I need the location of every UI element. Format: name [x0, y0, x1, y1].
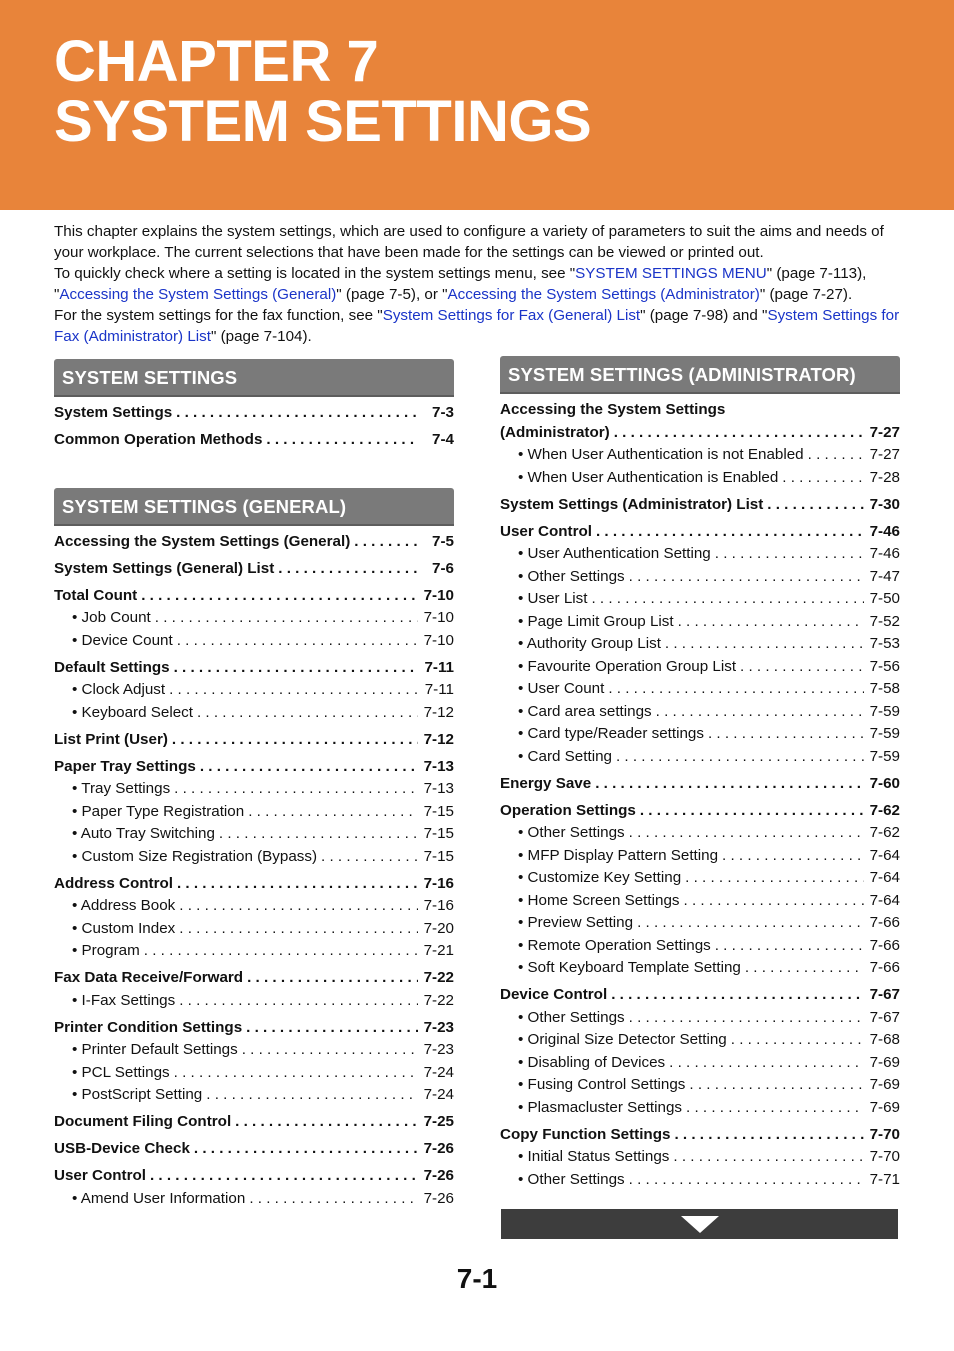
leader-dots — [155, 607, 418, 630]
leader-dots — [354, 531, 418, 554]
toc-entry-page: 7-53 — [869, 635, 900, 652]
toc-entry-title: Copy Function Settings — [500, 1125, 671, 1143]
toc-entries — [54, 402, 454, 452]
toc-entry[interactable] — [54, 778, 454, 801]
toc-entry-title: • Disabling of Devices — [518, 1053, 666, 1071]
leader-dots — [179, 918, 418, 941]
leader-dots — [629, 822, 864, 845]
leader-dots — [740, 656, 864, 679]
leader-dots — [591, 588, 864, 611]
toc-entry[interactable] — [54, 558, 454, 581]
toc-entry[interactable] — [54, 679, 454, 702]
leader-dots — [278, 558, 418, 581]
leader-dots — [247, 967, 418, 990]
toc-entry[interactable] — [500, 678, 900, 701]
toc-entry-page: 7-59 — [869, 747, 900, 765]
leader-dots — [722, 845, 864, 868]
leader-dots — [640, 800, 864, 823]
leader-dots — [596, 521, 864, 544]
toc-section-administrator — [500, 356, 900, 1191]
toc-entry-page: 7-30 — [869, 495, 900, 513]
leader-dots — [616, 746, 864, 769]
link-accessing-general[interactable]: Accessing the System Settings (General) — [59, 286, 337, 303]
toc-entry[interactable] — [500, 845, 900, 868]
toc-entry[interactable] — [54, 429, 454, 452]
toc-entry-page: 7-70 — [869, 1125, 900, 1143]
link-fax-administrator-list[interactable]: System Settings for Fax (Administrator) List — [54, 307, 900, 345]
leader-dots — [176, 402, 418, 425]
toc-entry-page: 7-69 — [869, 1076, 900, 1093]
toc-entry-title: • PostScript Setting — [72, 1086, 203, 1103]
toc-entry-page: 7-66 — [869, 959, 900, 976]
toc-entry-title: • Favourite Operation Group List — [518, 657, 737, 675]
intro-paragraph-2 — [54, 263, 904, 305]
leader-dots — [708, 723, 864, 746]
section-header: SYSTEM SETTINGS (GENERAL) — [54, 488, 454, 526]
toc-entry-page: 7-25 — [423, 1113, 454, 1130]
toc-entry-title: • Custom Size Registration (Bypass) — [72, 847, 318, 865]
toc-entry-page: 7-52 — [869, 612, 900, 630]
toc-entry[interactable] — [54, 918, 454, 941]
toc-entry-title: • Device Count — [72, 631, 173, 649]
toc-entry[interactable] — [54, 1062, 454, 1085]
toc-entry[interactable] — [500, 1097, 900, 1120]
leader-dots — [689, 1074, 864, 1097]
toc-entry-title: • Other Settings — [518, 1008, 625, 1026]
toc-entry-page: 7-10 — [423, 609, 454, 626]
toc-entry-page: 7-15 — [423, 847, 454, 865]
toc-right-column — [500, 356, 900, 1211]
toc-entry-page: 7-11 — [424, 681, 454, 698]
toc-entry[interactable] — [500, 746, 900, 769]
leader-dots — [715, 543, 864, 566]
toc-entry-page: 7-20 — [423, 919, 454, 937]
toc-entry[interactable] — [500, 867, 900, 890]
toc-entry-title: System Settings (General) List — [54, 559, 275, 577]
toc-entry-page: 7-46 — [869, 545, 900, 562]
toc-entry-page: 7-13 — [423, 757, 454, 775]
leader-dots — [629, 1169, 864, 1192]
toc-entry-page: 7-26 — [423, 1189, 454, 1207]
toc-entry-title: User Control — [54, 1167, 146, 1184]
toc-entry-title: • Plasmacluster Settings — [518, 1098, 683, 1116]
intro-text-fragment: For the system settings for the fax function, see " — [54, 307, 383, 324]
leader-dots — [249, 1188, 418, 1211]
toc-entry-title: • Page Limit Group List — [518, 612, 674, 630]
toc-entry-title: • User Authentication Setting — [518, 545, 711, 562]
toc-entry-title: • Fusing Control Settings — [518, 1076, 686, 1093]
toc-entry-title: • Remote Operation Settings — [518, 936, 711, 954]
next-page-bar[interactable] — [501, 1209, 898, 1239]
leader-dots — [177, 630, 418, 653]
toc-entry[interactable] — [54, 657, 454, 680]
leader-dots — [595, 773, 864, 796]
leader-dots — [665, 633, 864, 656]
leader-dots — [219, 823, 418, 846]
toc-entry[interactable] — [500, 957, 900, 980]
toc-entry[interactable] — [500, 566, 900, 589]
intro-paragraph-3 — [54, 305, 904, 347]
toc-entry[interactable] — [500, 611, 900, 634]
toc-entry[interactable] — [500, 1052, 900, 1075]
toc-entry-title: • I-Fax Settings — [72, 991, 176, 1009]
toc-entry-page: 7-64 — [869, 869, 900, 886]
leader-dots — [685, 867, 864, 890]
toc-entry-title: • Original Size Detector Setting — [518, 1031, 727, 1048]
toc-entry-page: 7-16 — [423, 874, 454, 892]
toc-entry[interactable] — [500, 800, 900, 823]
toc-entry-page: 7-56 — [869, 657, 900, 675]
toc-entry-title: Accessing the System Settings — [500, 401, 726, 418]
toc-entry-title: • Preview Setting — [518, 914, 634, 931]
toc-entry-page: 7-10 — [423, 631, 454, 649]
toc-entry-title: • Other Settings — [518, 824, 625, 841]
leader-dots — [745, 957, 864, 980]
toc-entry-page: 7-3 — [432, 404, 454, 421]
toc-entry-title: • MFP Display Pattern Setting — [518, 846, 719, 864]
toc-entry-page: 7-47 — [869, 567, 900, 585]
toc-entry[interactable] — [54, 873, 454, 896]
leader-dots — [206, 1084, 418, 1107]
toc-section-system-settings — [54, 359, 454, 452]
leader-dots — [179, 895, 418, 918]
toc-entry[interactable] — [500, 444, 900, 467]
toc-entry[interactable] — [54, 630, 454, 653]
toc-entry-title: • Tray Settings — [72, 780, 171, 797]
toc-entries — [500, 444, 900, 1191]
toc-entry-page: 7-68 — [869, 1031, 900, 1048]
toc-entry[interactable] — [500, 543, 900, 566]
toc-entry-page: 7-71 — [869, 1170, 900, 1188]
toc-entry-page: 7-26 — [423, 1167, 454, 1184]
leader-dots — [248, 801, 418, 824]
toc-entry-page: 7-21 — [423, 942, 454, 959]
leader-dots — [242, 1039, 418, 1062]
toc-entry-page: 7-6 — [432, 559, 454, 577]
toc-entry-page: 7-16 — [423, 897, 454, 914]
toc-entry-page: 7-70 — [869, 1148, 900, 1165]
toc-entry[interactable] — [500, 701, 900, 724]
intro-text-fragment: " (page 7-27). — [759, 286, 853, 303]
toc-entry[interactable] — [54, 846, 454, 869]
toc-entry-title: • Authority Group List — [518, 635, 661, 652]
toc-entry[interactable] — [500, 656, 900, 679]
toc-entry-line — [500, 422, 900, 445]
leader-dots — [808, 444, 864, 467]
toc-entry[interactable] — [54, 1017, 454, 1040]
toc-entry-title: Energy Save — [500, 774, 592, 792]
toc-entry-page: 7-59 — [869, 725, 900, 742]
leader-dots — [674, 1124, 864, 1147]
toc-entry-title: • Auto Tray Switching — [72, 825, 215, 842]
leader-dots — [266, 429, 418, 452]
toc-entry-title: Printer Condition Settings — [54, 1018, 243, 1036]
toc-entry-title: List Print (User) — [54, 730, 168, 748]
intro-text-fragment: " (page 7-98) and " — [640, 307, 768, 324]
chapter-banner — [0, 0, 954, 210]
leader-dots — [197, 702, 418, 725]
toc-entry[interactable] — [54, 1111, 454, 1134]
toc-entry[interactable] — [500, 399, 900, 444]
toc-entry[interactable] — [500, 588, 900, 611]
leader-dots — [246, 1017, 418, 1040]
leader-dots — [177, 873, 418, 896]
toc-entry-page: 7-66 — [869, 914, 900, 931]
toc-entry-title: • Clock Adjust — [72, 681, 166, 698]
toc-entry-title: Common Operation Methods — [54, 431, 263, 448]
toc-section-general — [54, 488, 454, 1211]
toc-entry[interactable] — [500, 521, 900, 544]
toc-entry-page: 7-15 — [423, 802, 454, 820]
intro-text-fragment: To quickly check where a setting is located in the system settings menu, see " — [54, 265, 576, 282]
toc-entry-title: • When User Authentication is not Enabled — [518, 446, 804, 463]
toc-entry[interactable] — [500, 822, 900, 845]
toc-entry[interactable] — [54, 895, 454, 918]
page-number: 7-1 — [456, 1263, 498, 1294]
toc-entry-title: • Amend User Information — [72, 1189, 246, 1207]
leader-dots — [684, 890, 865, 913]
toc-entry[interactable] — [500, 1029, 900, 1052]
leader-dots — [174, 1062, 418, 1085]
link-fax-general-list[interactable]: System Settings for Fax (General) List — [382, 307, 641, 324]
toc-entry-page: 7-62 — [869, 824, 900, 841]
intro-text-fragment: " (page 7-104). — [210, 328, 312, 345]
leader-dots — [194, 1138, 418, 1161]
toc-entry[interactable] — [500, 935, 900, 958]
leader-dots — [686, 1097, 864, 1120]
toc-entry-title: • PCL Settings — [72, 1063, 170, 1081]
leader-dots — [767, 494, 864, 517]
leader-dots — [179, 990, 418, 1013]
toc-entry-page: 7-28 — [869, 468, 900, 486]
toc-entry-title: Default Settings — [54, 658, 170, 676]
toc-entry-title: • Printer Default Settings — [72, 1041, 238, 1058]
toc-entry-title: • User List — [518, 590, 588, 607]
toc-entry[interactable] — [54, 1188, 454, 1211]
leader-dots — [715, 935, 864, 958]
toc-entry-title: USB-Device Check — [54, 1140, 190, 1157]
toc-entry-page: 7-27 — [869, 446, 900, 463]
toc-entry-title: • Program — [72, 942, 140, 959]
toc-entry-title: User Control — [500, 522, 592, 540]
toc-entry-page: 7-64 — [869, 846, 900, 864]
toc-entry-title: • Card Setting — [518, 747, 612, 765]
toc-entries — [500, 399, 900, 1191]
toc-entry-title: • Initial Status Settings — [518, 1148, 670, 1165]
toc-entry-title: Total Count — [54, 586, 138, 604]
toc-entry[interactable] — [500, 1146, 900, 1169]
intro-text — [54, 221, 904, 347]
leader-dots — [608, 678, 864, 701]
toc-entry[interactable] — [54, 1084, 454, 1107]
toc-entry[interactable] — [500, 467, 900, 490]
toc-entry-title: Device Control — [500, 986, 608, 1003]
toc-entry-page: 7-58 — [869, 680, 900, 697]
toc-entries — [54, 531, 454, 1211]
chapter-name: SYSTEM SETTINGS — [54, 89, 592, 154]
toc-entry[interactable] — [54, 702, 454, 725]
toc-entry[interactable] — [500, 1007, 900, 1030]
toc-entry-page: 7-66 — [869, 936, 900, 954]
leader-dots — [637, 912, 864, 935]
toc-entry-page: 7-46 — [869, 522, 900, 540]
toc-entry-page: 7-26 — [423, 1140, 454, 1157]
leader-dots — [614, 422, 864, 445]
leader-dots — [611, 984, 864, 1007]
toc-entry-title: (Administrator) — [500, 423, 610, 441]
intro-text-fragment: " (page 7-5), or " — [336, 286, 448, 303]
toc-entry[interactable] — [54, 756, 454, 779]
toc-entry[interactable] — [500, 1124, 900, 1147]
toc-entry-title: • Customize Key Setting — [518, 869, 682, 886]
toc-entry[interactable] — [54, 402, 454, 425]
toc-entry-title: • Card type/Reader settings — [518, 725, 704, 742]
toc-entry-title: Paper Tray Settings — [54, 757, 196, 775]
toc-entry-page: 7-4 — [432, 431, 454, 448]
toc-entry[interactable] — [500, 773, 900, 796]
toc-entry-page: 7-27 — [869, 423, 900, 441]
toc-entry-title: System Settings (Administrator) List — [500, 495, 764, 513]
leader-dots — [629, 566, 864, 589]
toc-entry-title: • Other Settings — [518, 1170, 625, 1188]
toc-entry-title: • Home Screen Settings — [518, 891, 680, 909]
toc-entry[interactable] — [54, 585, 454, 608]
leader-dots — [782, 467, 864, 490]
leader-dots — [731, 1029, 864, 1052]
toc-entry-title: • Job Count — [72, 609, 151, 626]
toc-entry-title: Address Control — [54, 874, 173, 892]
leader-dots — [200, 756, 418, 779]
toc-entry-page: 7-59 — [869, 702, 900, 720]
leader-dots — [169, 679, 418, 702]
toc-entry[interactable] — [54, 1165, 454, 1188]
toc-entry[interactable] — [54, 1138, 454, 1161]
toc-entry[interactable] — [54, 607, 454, 630]
toc-entry-title: • Custom Index — [72, 919, 176, 937]
toc-entry[interactable] — [54, 801, 454, 824]
toc-entry-page: 7-64 — [869, 891, 900, 909]
toc-entry-title: • When User Authentication is Enabled — [518, 468, 779, 486]
toc-entry-page: 7-60 — [869, 774, 900, 792]
chapter-number: CHAPTER 7 — [54, 29, 379, 94]
down-triangle-icon — [681, 1216, 719, 1233]
toc-entry-title: • Other Settings — [518, 567, 625, 585]
leader-dots — [144, 940, 418, 963]
toc-entry-page: 7-69 — [869, 1098, 900, 1116]
toc-entry-page: 7-69 — [869, 1053, 900, 1071]
toc-entry-page: 7-62 — [869, 801, 900, 819]
toc-entry-page: 7-10 — [423, 586, 454, 604]
toc-entry[interactable] — [54, 940, 454, 963]
toc-entry-title: • Keyboard Select — [72, 703, 193, 721]
toc-entry-title: Fax Data Receive/Forward — [54, 969, 244, 986]
toc-entry[interactable] — [54, 729, 454, 752]
toc-entry-page: 7-50 — [869, 590, 900, 607]
leader-dots — [141, 585, 418, 608]
toc-entry[interactable] — [54, 823, 454, 846]
toc-entry-title: • Address Book — [72, 897, 176, 914]
leader-dots — [629, 1007, 864, 1030]
toc-entry-title: • Card area settings — [518, 702, 652, 720]
toc-entry[interactable] — [500, 494, 900, 517]
toc-entry-page: 7-24 — [423, 1086, 454, 1103]
leader-dots — [678, 611, 864, 634]
toc-entry-title: Accessing the System Settings (General) — [54, 532, 351, 550]
section-header: SYSTEM SETTINGS (ADMINISTRATOR) — [500, 356, 900, 394]
leader-dots — [150, 1165, 418, 1188]
toc-entry[interactable] — [500, 890, 900, 913]
link-accessing-administrator[interactable]: Accessing the System Settings (Administrator) — [447, 286, 760, 303]
toc-entry[interactable] — [500, 1169, 900, 1192]
toc-entry-title: System Settings — [54, 404, 173, 421]
leader-dots — [656, 701, 864, 724]
toc-entry-page: 7-23 — [423, 1018, 454, 1036]
toc-entry-page: 7-13 — [423, 780, 454, 797]
toc-entry[interactable] — [500, 633, 900, 656]
toc-entry[interactable] — [500, 984, 900, 1007]
toc-entry[interactable] — [54, 990, 454, 1013]
toc-entry-page: 7-15 — [423, 825, 454, 842]
leader-dots — [673, 1146, 864, 1169]
intro-text-fragment: " (page 7-113), " — [54, 265, 867, 303]
link-system-settings-menu[interactable]: SYSTEM SETTINGS MENU — [575, 265, 767, 282]
toc-entry[interactable] — [500, 723, 900, 746]
toc-entry-title: • Paper Type Registration — [72, 802, 245, 820]
toc-entry-title: • User Count — [518, 680, 605, 697]
toc-entry-page: 7-12 — [423, 703, 454, 721]
section-header: SYSTEM SETTINGS — [54, 359, 454, 397]
toc-entry-page: 7-67 — [869, 986, 900, 1003]
toc-entry-page: 7-22 — [423, 991, 454, 1009]
toc-entry-page: 7-5 — [432, 532, 454, 550]
toc-entry-page: 7-24 — [423, 1063, 454, 1081]
toc-entry-page: 7-22 — [423, 969, 454, 986]
toc-entry-page: 7-12 — [423, 730, 454, 748]
leader-dots — [669, 1052, 864, 1075]
intro-paragraph-1: This chapter explains the system settings, which are used to configure a variety of parameters to suit the aims and needs of your workplace. The current selections that have been made for the settings can be viewed or printed out. — [54, 223, 884, 261]
toc-left-column — [54, 359, 454, 1230]
leader-dots — [172, 729, 418, 752]
toc-entry-title: • Soft Keyboard Template Setting — [518, 959, 741, 976]
toc-entry-page: 7-11 — [424, 658, 454, 676]
toc-entry-page: 7-23 — [423, 1041, 454, 1058]
toc-entry[interactable] — [500, 912, 900, 935]
leader-dots — [174, 657, 418, 680]
leader-dots — [321, 846, 418, 869]
toc-entry[interactable] — [54, 531, 454, 554]
toc-entry[interactable] — [500, 1074, 900, 1097]
toc-entry[interactable] — [54, 1039, 454, 1062]
toc-entry-page: 7-67 — [869, 1008, 900, 1026]
leader-dots — [174, 778, 418, 801]
toc-entry-title: Operation Settings — [500, 801, 636, 819]
toc-entry[interactable] — [54, 967, 454, 990]
leader-dots — [235, 1111, 418, 1134]
chapter-title — [54, 29, 592, 154]
toc-entry-title: Document Filing Control — [54, 1113, 232, 1130]
